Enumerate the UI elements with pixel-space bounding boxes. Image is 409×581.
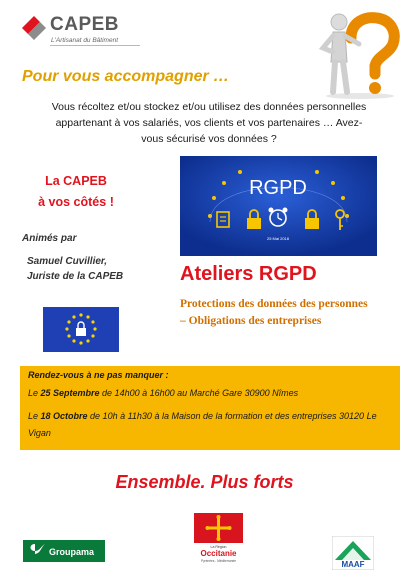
question-mark-figure-icon bbox=[305, 8, 400, 100]
occitanie-logo bbox=[192, 511, 245, 567]
speaker-role: Juriste de la CAPEB bbox=[27, 271, 124, 282]
capeb-logo-icon bbox=[20, 14, 48, 42]
schedule-heading: Rendez-vous à ne pas manquer : bbox=[28, 370, 169, 380]
speaker-name: Samuel Cuvillier, bbox=[27, 256, 108, 267]
capeb-slogan bbox=[22, 171, 130, 213]
event-title: Ateliers RGPD bbox=[180, 263, 317, 285]
eu-flag-icon bbox=[43, 307, 119, 352]
groupama-logo-icon bbox=[23, 540, 105, 562]
schedule-session-2 bbox=[28, 408, 388, 442]
occitanie-sub: Pyrénées - Méditerranée bbox=[200, 559, 237, 563]
rgpd-banner bbox=[180, 156, 377, 256]
animated-by-title: Animés par bbox=[22, 233, 77, 244]
closing-tagline: Ensemble. Plus forts bbox=[115, 472, 294, 492]
event-subtitle: Protections des données des personnes – Obligations des entreprises bbox=[180, 298, 368, 327]
maaf-logo bbox=[332, 536, 374, 570]
session-1-prefix: Le bbox=[28, 388, 41, 398]
occitanie-small: La Région bbox=[210, 545, 227, 549]
session-2-details: de 10h à 11h30 à la Maison de la formation et des entreprises 30120 Le Vigan bbox=[28, 411, 377, 438]
slogan-line-2: à vos côtés ! bbox=[38, 195, 114, 209]
occitanie-logo-icon bbox=[192, 511, 245, 567]
maaf-logo-icon bbox=[332, 536, 374, 570]
capeb-logo-tagline: L'Artisanat du Bâtiment bbox=[51, 37, 118, 44]
logo-divider bbox=[50, 45, 140, 46]
groupama-name: Groupama bbox=[49, 547, 95, 557]
occitanie-name: Occitanie bbox=[200, 549, 237, 558]
animated-by-names bbox=[27, 254, 157, 284]
capeb-logo bbox=[20, 10, 140, 52]
rgpd-banner-art bbox=[180, 156, 377, 256]
rgpd-banner-date: 25 Mai 2018 bbox=[266, 236, 290, 241]
rgpd-banner-title: RGPD bbox=[249, 177, 307, 199]
capeb-logo-name: CAPEB bbox=[50, 14, 120, 35]
session-2-prefix: Le bbox=[28, 411, 41, 421]
intro-text: Vous récoltez et/ou stockez et/ou utilisez des données personnelles appartenant à vos salariés, vos clients et vos partenaires … Avez-vous sécurisé vos données ? bbox=[51, 101, 367, 145]
schedule-session-1 bbox=[28, 388, 393, 398]
schedule-box bbox=[20, 366, 400, 450]
session-2-date: 18 Octobre bbox=[40, 411, 88, 421]
slogan-line-1: La CAPEB bbox=[45, 174, 107, 188]
maaf-name: MAAF bbox=[341, 560, 365, 569]
headline: Pour vous accompagner … bbox=[22, 68, 230, 85]
groupama-logo bbox=[23, 540, 105, 562]
session-1-date: 25 Septembre bbox=[40, 388, 100, 398]
session-1-details: de 14h00 à 16h00 au Marché Gare 30900 Nîmes bbox=[99, 388, 299, 398]
